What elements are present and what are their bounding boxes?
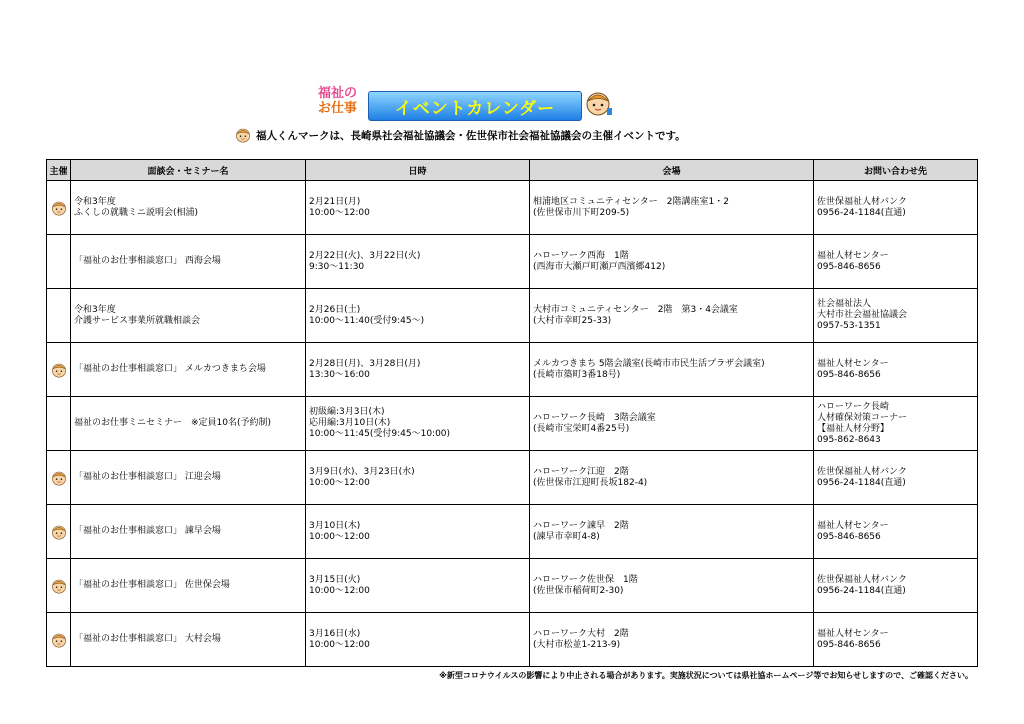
table-header-row: [47, 160, 978, 181]
venue-cell: 大村市コミュニティセンター 2階 第3・4会議室 (大村市幸町25-33): [530, 289, 814, 343]
contact-cell: 社会福祉法人 大村市社会福祉協議会 0957-53-1351: [814, 289, 978, 343]
table-row: [47, 397, 978, 451]
datetime-cell: 2月21日(月) 10:00～12:00: [306, 181, 530, 235]
event-name-cell: 「福祉のお仕事相談窓口」 大村会場: [71, 613, 306, 667]
event-name-cell: 「福祉のお仕事相談窓口」 江迎会場: [71, 451, 306, 505]
fukushi-oshigoto-logo: [318, 86, 366, 120]
table-row: [47, 343, 978, 397]
fukujin-kun-mascot-icon: [49, 577, 69, 595]
venue-cell: ハローワーク長崎 3階会議室 (長崎市宝栄町4番25号): [530, 397, 814, 451]
host-cell: [47, 397, 71, 451]
host-cell: [47, 559, 71, 613]
header-datetime: 日時: [306, 160, 530, 181]
datetime-cell: 2月26日(土) 10:00～11:40(受付9:45～): [306, 289, 530, 343]
venue-cell: ハローワーク諫早 2階 (諫早市幸町4-8): [530, 505, 814, 559]
header-host: 主催: [47, 160, 71, 181]
fukujin-kun-mascot-icon: [49, 631, 69, 649]
venue-cell: メルカつきまち 5階会議室(長崎市市民生活プラザ会議室) (長崎市築町3番18号): [530, 343, 814, 397]
subtitle: [234, 127, 686, 143]
contact-cell: ハローワーク長崎 人材確保対策コーナー 【福祉人材分野】 095-862-8643: [814, 397, 978, 451]
contact-cell: 福祉人材センター 095-846-8656: [814, 505, 978, 559]
event-name-cell: 「福祉のお仕事相談窓口」 諫早会場: [71, 505, 306, 559]
host-cell: [47, 505, 71, 559]
event-name-cell: 福祉のお仕事ミニセミナー ※定員10名(予約制): [71, 397, 306, 451]
table-row: [47, 613, 978, 667]
table-row: [47, 505, 978, 559]
datetime-cell: 初級編:3月3日(木) 応用編:3月10日(木) 10:00～11:45(受付9:45～10:00): [306, 397, 530, 451]
contact-cell: 福祉人材センター 095-846-8656: [814, 235, 978, 289]
header-contact: お問い合わせ先: [814, 160, 978, 181]
venue-cell: ハローワーク江迎 2階 (佐世保市江迎町長坂182-4): [530, 451, 814, 505]
datetime-cell: 3月10日(木) 10:00～12:00: [306, 505, 530, 559]
event-name-cell: 「福祉のお仕事相談窓口」 メルカつきまち会場: [71, 343, 306, 397]
event-name-cell: 令和3年度 介護サービス事業所就職相談会: [71, 289, 306, 343]
fukujin-kun-mascot-icon: [49, 523, 69, 541]
datetime-cell: 2月22日(火)、3月22日(火) 9:30～11:30: [306, 235, 530, 289]
contact-cell: 福祉人材センター 095-846-8656: [814, 613, 978, 667]
venue-cell: ハローワーク佐世保 1階 (佐世保市稲荷町2-30): [530, 559, 814, 613]
contact-cell: 福祉人材センター 095-846-8656: [814, 343, 978, 397]
table-body: [47, 181, 978, 667]
host-cell: [47, 451, 71, 505]
host-cell: [47, 289, 71, 343]
title-banner: イベントカレンダー: [368, 91, 582, 121]
fukujin-kun-mascot-icon: [583, 88, 613, 118]
table-row: [47, 235, 978, 289]
venue-cell: ハローワーク西海 1階 (西海市大瀬戸町瀬戸西濱郷412): [530, 235, 814, 289]
venue-cell: 相浦地区コミュニティセンター 2階講座室1・2 (佐世保市川下町209-5): [530, 181, 814, 235]
table-row: [47, 181, 978, 235]
venue-cell: ハローワーク大村 2階 (大村市松並1-213-9): [530, 613, 814, 667]
logo-line2: お仕事: [318, 101, 358, 116]
table-row: [47, 451, 978, 505]
contact-cell: 佐世保福祉人材バンク 0956-24-1184(直通): [814, 451, 978, 505]
contact-cell: 佐世保福祉人材バンク 0956-24-1184(直通): [814, 559, 978, 613]
fukujin-kun-mascot-icon: [49, 469, 69, 487]
datetime-cell: 3月15日(火) 10:00～12:00: [306, 559, 530, 613]
table-row: [47, 289, 978, 343]
footnote: ※新型コロナウイルスの影響により中止される場合があります。実施状況については県社協ホームページ等でお知らせしますので、ご確認ください。: [439, 671, 973, 680]
fukujin-kun-mascot-icon: [234, 126, 252, 144]
host-cell: [47, 613, 71, 667]
datetime-cell: 3月9日(水)、3月23日(水) 10:00～12:00: [306, 451, 530, 505]
host-cell: [47, 235, 71, 289]
subtitle-text: 福人くんマークは、長崎県社会福祉協議会・佐世保市社会福祉協議会の主催イベントです。: [256, 129, 686, 142]
host-cell: [47, 343, 71, 397]
logo-line1: 福祉の: [318, 86, 358, 101]
fukujin-kun-mascot-icon: [49, 361, 69, 379]
event-calendar-table: [46, 159, 978, 667]
table-row: [47, 559, 978, 613]
datetime-cell: 3月16日(水) 10:00～12:00: [306, 613, 530, 667]
event-name-cell: 「福祉のお仕事相談窓口」 西海会場: [71, 235, 306, 289]
event-name-cell: 「福祉のお仕事相談窓口」 佐世保会場: [71, 559, 306, 613]
header-event-name: 面談会・セミナー名: [71, 160, 306, 181]
host-cell: [47, 181, 71, 235]
contact-cell: 佐世保福祉人材バンク 0956-24-1184(直通): [814, 181, 978, 235]
header-venue: 会場: [530, 160, 814, 181]
fukujin-kun-mascot-icon: [49, 199, 69, 217]
datetime-cell: 2月28日(月)、3月28日(月) 13:30～16:00: [306, 343, 530, 397]
event-name-cell: 令和3年度 ふくしの就職ミニ説明会(相浦): [71, 181, 306, 235]
